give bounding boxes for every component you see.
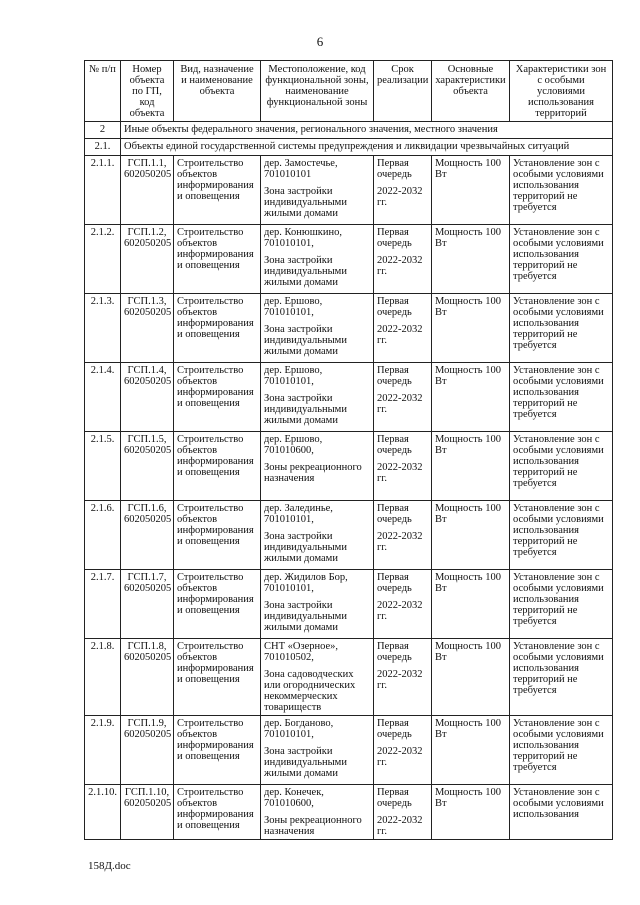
term-years-text: 2022-2032 гг. bbox=[377, 324, 423, 346]
row-number-text: 2.1.2. bbox=[90, 227, 115, 238]
object-type bbox=[174, 294, 261, 363]
gp-code-text: ГСП.1.4, 602050205 bbox=[124, 365, 172, 387]
zone-characteristics-text: Установление зон с особыми условиями использования территорий не требуется bbox=[513, 158, 604, 213]
location bbox=[261, 225, 374, 294]
zone-characteristics-text: Установление зон с особыми условиями использования территорий не требуется bbox=[513, 296, 604, 351]
location bbox=[261, 501, 374, 570]
term-stage-text: Первая очередь bbox=[377, 718, 412, 740]
row-number bbox=[85, 570, 121, 639]
location-zone-text: Зона застройки индивидуальными жилыми домами bbox=[264, 531, 347, 564]
zone-characteristics-text: Установление зон с особыми условиями использования территорий не требуется bbox=[513, 503, 604, 558]
location-zone-text: Зона застройки индивидуальными жилыми домами bbox=[264, 600, 347, 633]
table-row bbox=[85, 432, 613, 501]
location-code-text: дер. Жидилов Бор, 701010101, bbox=[264, 572, 348, 594]
location-zone-text: Зоны рекреационного назначения bbox=[264, 815, 362, 837]
row-number bbox=[85, 639, 121, 716]
term-stage-text: Первая очередь bbox=[377, 365, 412, 387]
object-type-text: Строительство объектов информирования и оповещения bbox=[177, 787, 254, 831]
zone-characteristics bbox=[510, 570, 613, 639]
term-stage-text: Первая очередь bbox=[377, 296, 412, 318]
object-type bbox=[174, 156, 261, 225]
subsection-row bbox=[85, 139, 613, 156]
zone-characteristics-text: Установление зон с особыми условиями использования территорий не требуется bbox=[513, 434, 604, 489]
gp-code bbox=[121, 570, 174, 639]
term-stage-text: Первая очередь bbox=[377, 787, 412, 809]
gp-code bbox=[121, 785, 174, 840]
zone-characteristics bbox=[510, 639, 613, 716]
term-years-text: 2022-2032 гг. bbox=[377, 815, 423, 837]
table-row bbox=[85, 785, 613, 840]
zone-characteristics bbox=[510, 785, 613, 840]
section-title: Иные объекты федерального значения, регионального значения, местного значения bbox=[121, 122, 613, 139]
gp-code-text: ГСП.1.5, 602050205 bbox=[124, 434, 172, 456]
object-type bbox=[174, 639, 261, 716]
location bbox=[261, 570, 374, 639]
row-number bbox=[85, 156, 121, 225]
object-type bbox=[174, 785, 261, 840]
term bbox=[374, 225, 432, 294]
location-code-text: дер. Конечек, 701010600, bbox=[264, 787, 324, 809]
row-number bbox=[85, 363, 121, 432]
location-zone-text: Зона застройки индивидуальными жилыми домами bbox=[264, 324, 347, 357]
characteristics-text: Мощность 100 Вт bbox=[435, 641, 501, 663]
term bbox=[374, 156, 432, 225]
row-number bbox=[85, 716, 121, 785]
characteristics-text: Мощность 100 Вт bbox=[435, 503, 501, 525]
zone-characteristics bbox=[510, 363, 613, 432]
location-code-text: дер. Конюшкино, 701010101, bbox=[264, 227, 342, 249]
object-type-text: Строительство объектов информирования и оповещения bbox=[177, 296, 254, 340]
characteristics-text: Мощность 100 Вт bbox=[435, 227, 501, 249]
table-row bbox=[85, 501, 613, 570]
gp-code-text: ГСП.1.6, 602050205 bbox=[124, 503, 172, 525]
gp-code bbox=[121, 639, 174, 716]
row-number bbox=[85, 225, 121, 294]
zone-characteristics-text: Установление зон с особыми условиями использования территорий не требуется bbox=[513, 641, 604, 696]
gp-code bbox=[121, 363, 174, 432]
term-stage-text: Первая очередь bbox=[377, 503, 412, 525]
object-type bbox=[174, 570, 261, 639]
header-term: Срок реализации bbox=[374, 61, 432, 122]
row-number-text: 2.1.6. bbox=[90, 503, 115, 514]
location-code-text: дер. Ершово, 701010600, bbox=[264, 434, 323, 456]
term bbox=[374, 432, 432, 501]
row-number-text: 2.1.5. bbox=[90, 434, 115, 445]
term bbox=[374, 639, 432, 716]
characteristics bbox=[432, 432, 510, 501]
header-no: № п/п bbox=[85, 61, 121, 122]
object-type-text: Строительство объектов информирования и оповещения bbox=[177, 365, 254, 409]
object-type-text: Строительство объектов информирования и оповещения bbox=[177, 227, 254, 271]
term-years-text: 2022-2032 гг. bbox=[377, 462, 423, 484]
location bbox=[261, 363, 374, 432]
characteristics-text: Мощность 100 Вт bbox=[435, 718, 501, 740]
characteristics-text: Мощность 100 Вт bbox=[435, 158, 501, 180]
location-code-text: СНТ «Озерное», 701010502, bbox=[264, 641, 339, 663]
row-number-text: 2.1.7. bbox=[90, 572, 115, 583]
location-code-text: дер. Ершово, 701010101, bbox=[264, 365, 323, 387]
zone-characteristics-text: Установление зон с особыми условиями использования территорий не требуется bbox=[513, 227, 604, 282]
object-type-text: Строительство объектов информирования и оповещения bbox=[177, 641, 254, 685]
term bbox=[374, 570, 432, 639]
term bbox=[374, 501, 432, 570]
table-row bbox=[85, 570, 613, 639]
gp-code bbox=[121, 294, 174, 363]
term-years-text: 2022-2032 гг. bbox=[377, 531, 423, 553]
gp-code-text: ГСП.1.3, 602050205 bbox=[124, 296, 172, 318]
characteristics-text: Мощность 100 Вт bbox=[435, 787, 501, 809]
subsection-number: 2.1. bbox=[85, 139, 121, 156]
characteristics bbox=[432, 639, 510, 716]
term-years-text: 2022-2032 гг. bbox=[377, 746, 423, 768]
table-row bbox=[85, 294, 613, 363]
location bbox=[261, 432, 374, 501]
location-zone-text: Зоны рекреационного назначения bbox=[264, 462, 362, 484]
zone-characteristics bbox=[510, 294, 613, 363]
row-number-text: 2.1.3. bbox=[90, 296, 115, 307]
gp-code bbox=[121, 432, 174, 501]
location-zone-text: Зона застройки индивидуальными жилыми домами bbox=[264, 746, 347, 779]
location bbox=[261, 716, 374, 785]
zone-characteristics bbox=[510, 432, 613, 501]
row-number bbox=[85, 501, 121, 570]
location-zone-text: Зона застройки индивидуальными жилыми домами bbox=[264, 186, 347, 219]
objects-table bbox=[84, 60, 613, 840]
object-type bbox=[174, 432, 261, 501]
table-header-row bbox=[85, 61, 613, 122]
subsection-title: Объекты единой государственной системы предупреждения и ликвидации чрезвычайных ситуаций bbox=[121, 139, 613, 156]
characteristics bbox=[432, 570, 510, 639]
characteristics bbox=[432, 716, 510, 785]
row-number bbox=[85, 294, 121, 363]
header-object-type: Вид, назначение и наименование объекта bbox=[174, 61, 261, 122]
gp-code bbox=[121, 225, 174, 294]
term-years-text: 2022-2032 гг. bbox=[377, 255, 423, 277]
term-stage-text: Первая очередь bbox=[377, 572, 412, 594]
location-zone-text: Зона застройки индивидуальными жилыми домами bbox=[264, 393, 347, 426]
characteristics bbox=[432, 501, 510, 570]
object-type-text: Строительство объектов информирования и оповещения bbox=[177, 158, 254, 202]
row-number-text: 2.1.10. bbox=[88, 787, 117, 798]
gp-code-text: ГСП.1.7, 602050205 bbox=[124, 572, 172, 594]
term bbox=[374, 294, 432, 363]
characteristics-text: Мощность 100 Вт bbox=[435, 365, 501, 387]
footer-filename: 158Д.doc bbox=[88, 860, 131, 872]
characteristics-text: Мощность 100 Вт bbox=[435, 296, 501, 318]
term-years-text: 2022-2032 гг. bbox=[377, 393, 423, 415]
row-number-text: 2.1.9. bbox=[90, 718, 115, 729]
location-code-text: дер. Богданово, 701010101, bbox=[264, 718, 334, 740]
gp-code bbox=[121, 716, 174, 785]
zone-characteristics bbox=[510, 716, 613, 785]
table-row bbox=[85, 156, 613, 225]
characteristics-text: Мощность 100 Вт bbox=[435, 434, 501, 456]
location bbox=[261, 785, 374, 840]
section-row bbox=[85, 122, 613, 139]
term-stage-text: Первая очередь bbox=[377, 434, 412, 456]
location bbox=[261, 294, 374, 363]
gp-code bbox=[121, 501, 174, 570]
object-type-text: Строительство объектов информирования и оповещения bbox=[177, 572, 254, 616]
characteristics bbox=[432, 156, 510, 225]
zone-characteristics bbox=[510, 225, 613, 294]
zone-characteristics bbox=[510, 156, 613, 225]
object-type-text: Строительство объектов информирования и оповещения bbox=[177, 503, 254, 547]
characteristics bbox=[432, 294, 510, 363]
location-code-text: дер. Залединье, 701010101, bbox=[264, 503, 333, 525]
term bbox=[374, 785, 432, 840]
section-number: 2 bbox=[85, 122, 121, 139]
term-stage-text: Первая очередь bbox=[377, 158, 412, 180]
table-row bbox=[85, 225, 613, 294]
row-number bbox=[85, 432, 121, 501]
location-zone-text: Зона садоводческих или огороднических некоммерческих товариществ bbox=[264, 669, 356, 713]
term-years-text: 2022-2032 гг. bbox=[377, 600, 423, 622]
row-number-text: 2.1.4. bbox=[90, 365, 115, 376]
table-row bbox=[85, 363, 613, 432]
location-code-text: дер. Ершово, 701010101, bbox=[264, 296, 323, 318]
zone-characteristics-text: Установление зон с особыми условиями использования территорий не требуется bbox=[513, 718, 604, 773]
object-type-text: Строительство объектов информирования и оповещения bbox=[177, 434, 254, 478]
characteristics bbox=[432, 785, 510, 840]
gp-code-text: ГСП.1.1, 602050205 bbox=[124, 158, 172, 180]
term-years-text: 2022-2032 гг. bbox=[377, 186, 423, 208]
gp-code-text: ГСП.1.8, 602050205 bbox=[124, 641, 172, 663]
header-gp-number: Номер объекта по ГП, код объекта bbox=[121, 61, 174, 122]
object-type bbox=[174, 363, 261, 432]
header-characteristics: Основные характеристики объекта bbox=[432, 61, 510, 122]
term bbox=[374, 363, 432, 432]
location-zone-text: Зона застройки индивидуальными жилыми домами bbox=[264, 255, 347, 288]
characteristics-text: Мощность 100 Вт bbox=[435, 572, 501, 594]
zone-characteristics-text: Установление зон с особыми условиями использования территорий не требуется bbox=[513, 365, 604, 420]
term bbox=[374, 716, 432, 785]
gp-code-text: ГСП.1.2, 602050205 bbox=[124, 227, 172, 249]
object-type bbox=[174, 501, 261, 570]
object-type bbox=[174, 716, 261, 785]
row-number bbox=[85, 785, 121, 840]
term-stage-text: Первая очередь bbox=[377, 227, 412, 249]
location bbox=[261, 156, 374, 225]
table-row bbox=[85, 639, 613, 716]
zone-characteristics-text: Установление зон с особыми условиями использования bbox=[513, 787, 604, 820]
gp-code-text: ГСП.1.9, 602050205 bbox=[124, 718, 172, 740]
header-location: Местоположение, код функциональной зоны, наименование функциональной зоны bbox=[261, 61, 374, 122]
page-number: 6 bbox=[316, 34, 324, 49]
zone-characteristics-text: Установление зон с особыми условиями использования территорий не требуется bbox=[513, 572, 604, 627]
row-number-text: 2.1.8. bbox=[90, 641, 115, 652]
gp-code-text: ГСП.1.10, 602050205 bbox=[124, 787, 172, 809]
row-number-text: 2.1.1. bbox=[90, 158, 115, 169]
location-code-text: дер. Замостечье, 701010101 bbox=[264, 158, 338, 180]
header-zone-characteristics: Характеристики зон с особыми условиями использования территорий bbox=[510, 61, 613, 122]
location bbox=[261, 639, 374, 716]
term-years-text: 2022-2032 гг. bbox=[377, 669, 423, 691]
gp-code bbox=[121, 156, 174, 225]
object-type-text: Строительство объектов информирования и оповещения bbox=[177, 718, 254, 762]
characteristics bbox=[432, 363, 510, 432]
table-row bbox=[85, 716, 613, 785]
zone-characteristics bbox=[510, 501, 613, 570]
term-stage-text: Первая очередь bbox=[377, 641, 412, 663]
characteristics bbox=[432, 225, 510, 294]
object-type bbox=[174, 225, 261, 294]
